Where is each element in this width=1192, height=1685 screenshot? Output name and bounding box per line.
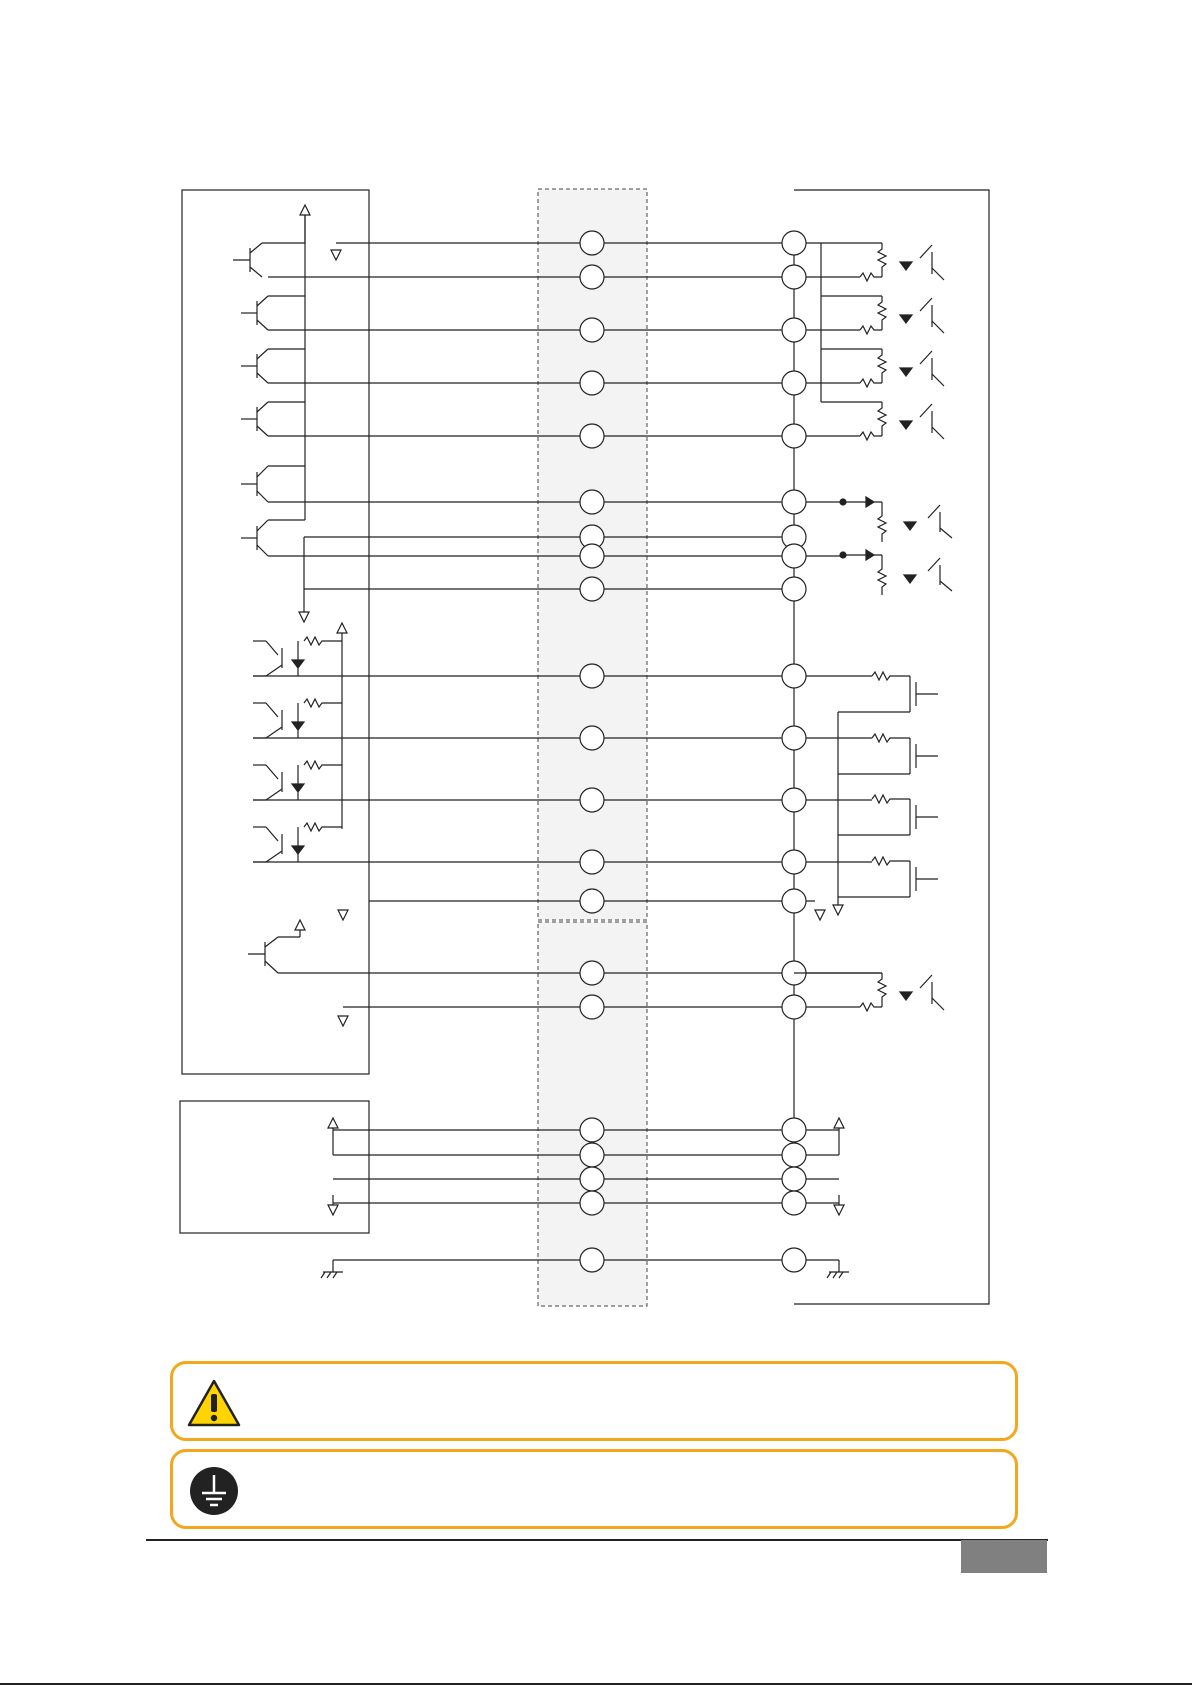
device-terminal [782, 726, 806, 750]
chassis-ground-icon [321, 1260, 343, 1278]
supply-arrow-icon [337, 623, 347, 641]
mosfet-icon [838, 795, 938, 835]
page-number-tab [961, 1540, 1047, 1573]
transistor-icon [241, 402, 268, 436]
ground-arrow-icon [299, 612, 309, 622]
transistor-icon [241, 296, 268, 330]
transistor-icon [248, 930, 300, 973]
chassis-ground-icon [827, 1260, 849, 1278]
connector-terminal [580, 1248, 604, 1272]
connector-terminal [580, 726, 604, 750]
connector-terminal [580, 424, 604, 448]
device-terminal [782, 1167, 806, 1191]
transistor-icon [241, 466, 268, 502]
footer-rule [146, 1539, 1048, 1541]
connector-terminal [580, 1118, 604, 1142]
device-terminal [782, 371, 806, 395]
connector-terminal [580, 1143, 604, 1167]
device-terminal [782, 490, 806, 514]
device-terminal [782, 995, 806, 1019]
ground-arrow-icon [328, 1195, 338, 1215]
power-supply-box [180, 1101, 369, 1233]
device-terminal [782, 788, 806, 812]
device-terminal [782, 850, 806, 874]
optocoupler-icon [840, 550, 952, 595]
device-terminal [782, 318, 806, 342]
device-terminal [782, 577, 806, 601]
connector-terminal [580, 490, 604, 514]
caution-notice [170, 1361, 1018, 1441]
connector-terminal [580, 664, 604, 688]
optocoupler-icon [821, 296, 944, 334]
supply-arrow-icon [328, 1118, 338, 1155]
device-terminal [782, 1191, 806, 1215]
device-terminal [782, 1118, 806, 1142]
connector-terminal [580, 1191, 604, 1215]
device-terminal [782, 1143, 806, 1167]
transistor-icon [233, 243, 262, 277]
optocoupler-icon [253, 637, 342, 676]
ground-arrow-icon [834, 1195, 844, 1215]
connector-terminal [580, 544, 604, 568]
device-terminal [782, 265, 806, 289]
connector-terminal [580, 850, 604, 874]
device-terminal [782, 1248, 806, 1272]
transistor-icon [241, 349, 268, 383]
connector-terminal [580, 371, 604, 395]
device-box [794, 190, 989, 1304]
connector-terminal [580, 265, 604, 289]
connector-terminal [580, 1167, 604, 1191]
connector-terminal [580, 995, 604, 1019]
optocoupler-icon [794, 973, 944, 1011]
ground-icon [187, 1466, 241, 1516]
ground-arrow-icon [338, 1016, 348, 1026]
optocoupler-icon [253, 699, 342, 738]
device-terminal [782, 544, 806, 568]
connector-terminal [580, 889, 604, 913]
supply-arrow-icon [834, 1118, 844, 1155]
supply-arrow-icon [295, 920, 305, 930]
optocoupler-icon [253, 823, 342, 862]
warning-icon [187, 1378, 241, 1428]
transistor-icon [241, 520, 268, 556]
device-terminal [782, 424, 806, 448]
connector-terminal [580, 318, 604, 342]
device-terminal [782, 664, 806, 688]
ground-arrow-icon [331, 250, 341, 260]
connector-terminal [580, 961, 604, 985]
connector-terminal [580, 788, 604, 812]
ground-arrow-icon [815, 910, 825, 920]
ground-notice [170, 1449, 1018, 1529]
optocoupler-icon [840, 497, 952, 542]
device-terminal [782, 231, 806, 255]
optocoupler-icon [821, 243, 944, 281]
optocoupler-icon [253, 761, 342, 800]
device-terminal [782, 889, 806, 913]
optocoupler-icon [821, 349, 944, 387]
connector-terminal [580, 577, 604, 601]
supply-arrow-icon [300, 205, 310, 243]
mosfet-icon [838, 734, 938, 774]
ground-arrow-icon [338, 910, 348, 920]
connector-terminal [580, 231, 604, 255]
ground-arrow-icon [833, 905, 843, 915]
mosfet-icon [838, 857, 938, 897]
optocoupler-icon [821, 402, 944, 440]
mosfet-icon [838, 672, 938, 712]
